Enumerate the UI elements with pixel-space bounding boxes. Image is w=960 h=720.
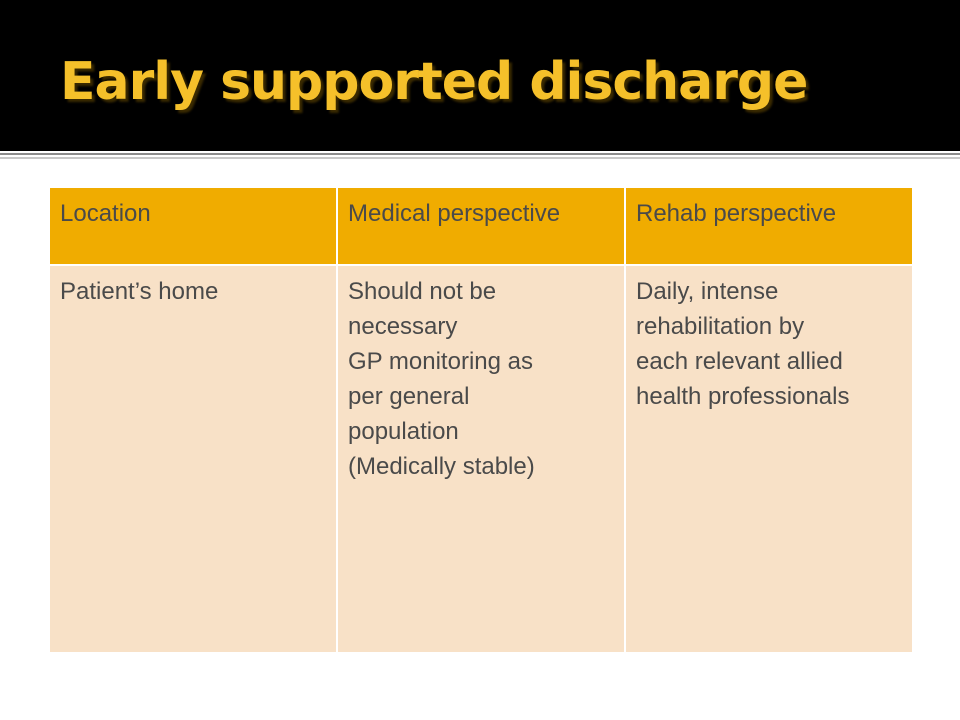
cell-line: Patient’s home — [60, 278, 219, 305]
cell-rehab — [625, 265, 913, 653]
table-header-row — [49, 187, 913, 265]
header-location: Location — [49, 187, 337, 265]
cell-line: health professionals — [636, 383, 850, 410]
cell-line: rehabilitation by — [636, 313, 805, 340]
cell-line: Daily, intense — [636, 278, 779, 305]
cell-medical — [337, 265, 625, 653]
cell-line: necessary — [348, 313, 458, 340]
cell-location — [49, 265, 337, 653]
title-bar — [0, 0, 960, 151]
slide-title: Early supported discharge — [60, 52, 808, 112]
cell-line: (Medically stable) — [348, 453, 535, 480]
discharge-table — [48, 186, 914, 654]
header-rehab-perspective: Rehab perspective — [625, 187, 913, 265]
cell-line: population — [348, 418, 459, 445]
title-divider-light — [0, 157, 960, 159]
table-row — [49, 265, 913, 653]
cell-line: Should not be — [348, 278, 497, 305]
cell-line: each relevant allied — [636, 348, 843, 375]
cell-line: per general — [348, 383, 470, 410]
header-medical-perspective: Medical perspective — [337, 187, 625, 265]
cell-line: GP monitoring as — [348, 348, 533, 375]
title-divider-dark — [0, 153, 960, 155]
